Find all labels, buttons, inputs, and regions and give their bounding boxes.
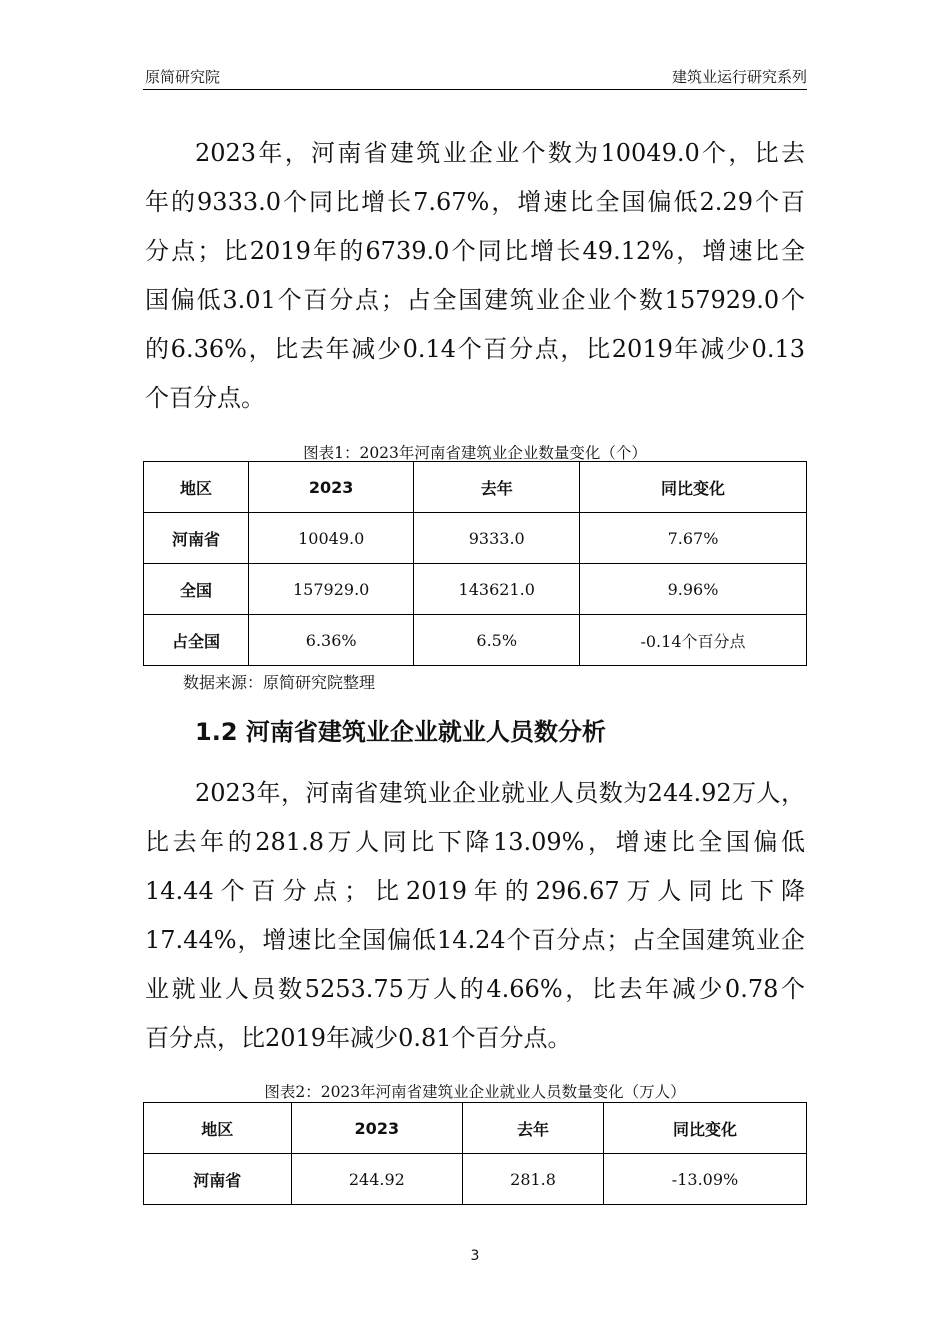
table-cell: 157929.0 — [248, 564, 414, 615]
table1-caption: 图表1：2023年河南省建筑业企业数量变化（个） — [303, 444, 647, 462]
table-header-row — [144, 1103, 807, 1154]
table-cell: 281.8 — [463, 1154, 604, 1205]
row-label: 河南省 — [144, 1154, 292, 1205]
paragraph-employment — [145, 769, 805, 1063]
paragraph-line: 2023年，河南省建筑业企业就业人员数为244.92万人， — [195, 779, 805, 807]
paragraph-enterprise-count — [145, 129, 805, 423]
table-row — [144, 513, 807, 564]
column-header: 同比变化 — [580, 462, 807, 513]
table-cell: -0.14个百分点 — [580, 615, 807, 666]
row-label: 河南省 — [144, 513, 249, 564]
paragraph-line: 个百分点。 — [145, 384, 265, 412]
table-cell: 6.5% — [414, 615, 580, 666]
column-header: 地区 — [144, 462, 249, 513]
table-row — [144, 1154, 807, 1205]
paragraph-line: 百分点，比2019年减少0.81个百分点。 — [145, 1024, 572, 1052]
column-header: 地区 — [144, 1103, 292, 1154]
paragraph-line: 业就业人员数5253.75万人的4.66%，比去年减少0.78个 — [145, 975, 805, 1003]
paragraph-line: 的6.36%，比去年减少0.14个百分点，比2019年减少0.13 — [145, 335, 805, 363]
table1-source: 数据来源：原简研究院整理 — [183, 673, 376, 692]
table-cell: 9.96% — [580, 564, 807, 615]
paragraph-line: 17.44%，增速比全国偏低14.24个百分点；占全国建筑业企 — [145, 926, 805, 954]
table-cell: 7.67% — [580, 513, 807, 564]
paragraph-line: 比去年的281.8万人同比下降13.09%，增速比全国偏低 — [145, 828, 805, 856]
table2-caption: 图表2：2023年河南省建筑业企业就业人员数量变化（万人） — [264, 1083, 686, 1101]
row-label: 全国 — [144, 564, 249, 615]
table-cell: -13.09% — [604, 1154, 807, 1205]
paragraph-line: 年的9333.0个同比增长7.67%，增速比全国偏低2.29个百 — [145, 188, 805, 216]
table-cell: 143621.0 — [414, 564, 580, 615]
table-row — [144, 615, 807, 666]
table-employment — [143, 1102, 807, 1205]
header-divider — [143, 89, 807, 90]
table-cell: 244.92 — [291, 1154, 463, 1205]
row-label: 占全国 — [144, 615, 249, 666]
table-header-row — [144, 462, 807, 513]
column-header: 2023 — [291, 1103, 463, 1154]
table-enterprise-count — [143, 461, 807, 666]
page-number: 3 — [470, 1248, 480, 1264]
table-cell: 10049.0 — [248, 513, 414, 564]
table-cell: 9333.0 — [414, 513, 580, 564]
paragraph-line: 2023年，河南省建筑业企业个数为10049.0个，比去 — [195, 139, 805, 167]
paragraph-line: 分点；比2019年的6739.0个同比增长49.12%，增速比全 — [145, 237, 805, 265]
header-series: 建筑业运行研究系列 — [671, 68, 807, 86]
header-org: 原简研究院 — [145, 68, 221, 86]
column-header: 去年 — [414, 462, 580, 513]
table-cell: 6.36% — [248, 615, 414, 666]
column-header: 同比变化 — [604, 1103, 807, 1154]
paragraph-line: 国偏低3.01个百分点；占全国建筑业企业个数157929.0个 — [145, 286, 805, 314]
table-row — [144, 564, 807, 615]
paragraph-line: 14.44个百分点；比2019年的296.67万人同比下降 — [145, 877, 805, 905]
column-header: 2023 — [248, 462, 414, 513]
section-heading: 1.2 河南省建筑业企业就业人员数分析 — [195, 718, 606, 746]
column-header: 去年 — [463, 1103, 604, 1154]
